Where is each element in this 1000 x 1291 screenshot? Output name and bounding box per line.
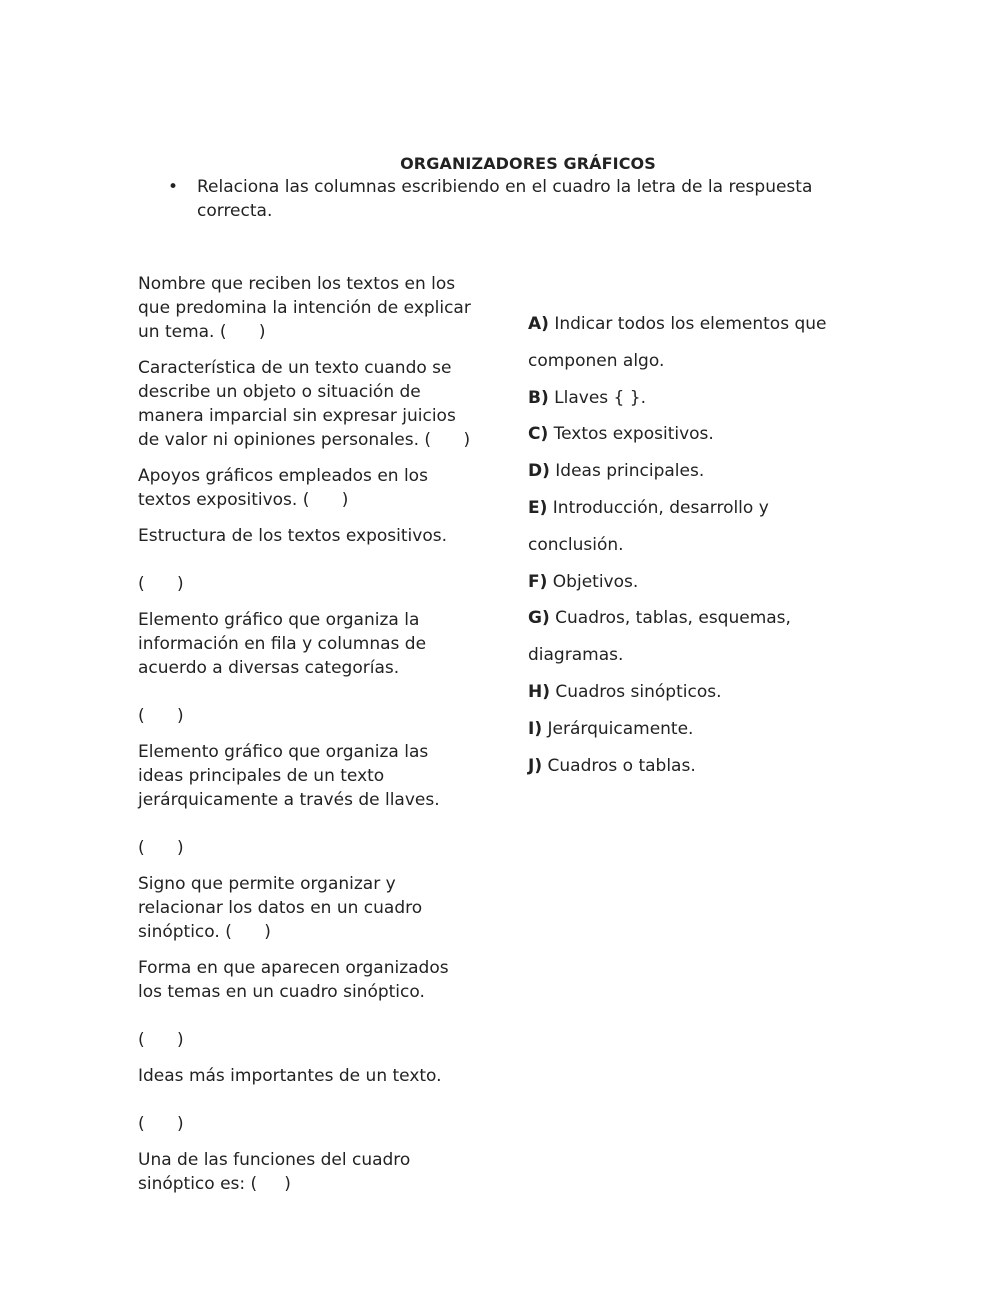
question-text: Ideas más importantes de un texto. bbox=[138, 1066, 442, 1086]
option-f bbox=[528, 564, 828, 601]
option-text: Cuadros, tablas, esquemas, diagramas. bbox=[528, 608, 791, 666]
question-text: Estructura de los textos expositivos. bbox=[138, 526, 447, 546]
option-d bbox=[528, 453, 828, 490]
question-text: Característica de un texto cuando se describe un objeto o situación de manera imparcial sin expresar juicios de valor ni opiniones personales. bbox=[138, 358, 456, 450]
question-text: Una de las funciones del cuadro sinóptico es: bbox=[138, 1150, 411, 1194]
answer-blank[interactable]: ( ) bbox=[138, 1114, 184, 1134]
instruction-text: Relaciona las columnas escribiendo en el cuadro la letra de la respuesta correcta. bbox=[197, 177, 813, 221]
answer-blank[interactable]: ( ) bbox=[138, 1030, 184, 1050]
option-text: Cuadros o tablas. bbox=[547, 755, 696, 776]
option-letter: B) bbox=[528, 387, 549, 408]
option-g bbox=[528, 600, 828, 674]
option-letter: J) bbox=[528, 755, 543, 776]
answer-blank[interactable]: ( ) bbox=[419, 430, 471, 450]
option-text: Jerárquicamente. bbox=[547, 718, 694, 739]
answer-blank[interactable]: ( ) bbox=[219, 922, 271, 942]
option-i bbox=[528, 711, 828, 748]
option-letter: C) bbox=[528, 424, 549, 445]
option-c bbox=[528, 416, 828, 453]
option-letter: H) bbox=[528, 681, 550, 702]
question-4 bbox=[138, 524, 473, 596]
option-letter: A) bbox=[528, 314, 549, 334]
option-text: Ideas principales. bbox=[555, 461, 705, 482]
option-text: Introducción, desarrollo y conclusión. bbox=[528, 497, 769, 555]
question-6 bbox=[138, 740, 473, 860]
answer-blank[interactable]: ( ) bbox=[138, 574, 184, 594]
option-text: Textos expositivos. bbox=[553, 424, 714, 445]
questions-column bbox=[138, 272, 473, 1208]
option-text: Indicar todos los elementos que componen algo. bbox=[528, 314, 827, 371]
bullet-icon: • bbox=[168, 177, 179, 197]
question-text: Nombre que reciben los textos en los que predomina la intención de explicar un tema. bbox=[138, 274, 471, 342]
option-j bbox=[528, 748, 828, 785]
option-e bbox=[528, 490, 828, 564]
question-text: Elemento gráfico que organiza las ideas principales de un texto jerárquicamente a través de llaves. bbox=[138, 742, 440, 810]
question-2 bbox=[138, 356, 473, 452]
option-b bbox=[528, 380, 828, 417]
answer-blank[interactable]: ( ) bbox=[245, 1174, 291, 1194]
question-3 bbox=[138, 464, 473, 512]
question-1 bbox=[138, 272, 473, 344]
question-7 bbox=[138, 872, 473, 944]
answer-blank[interactable]: ( ) bbox=[138, 838, 184, 858]
option-letter: F) bbox=[528, 571, 548, 592]
option-letter: E) bbox=[528, 497, 548, 518]
question-10 bbox=[138, 1148, 473, 1196]
option-letter: I) bbox=[528, 718, 543, 739]
answer-blank[interactable]: ( ) bbox=[138, 706, 184, 726]
question-text: Forma en que aparecen organizados los temas en un cuadro sinóptico. bbox=[138, 958, 449, 1002]
option-text: Objetivos. bbox=[552, 571, 639, 592]
question-text: Apoyos gráficos empleados en los textos expositivos. bbox=[138, 466, 428, 510]
option-a bbox=[528, 306, 828, 380]
answer-blank[interactable]: ( ) bbox=[214, 322, 266, 342]
option-letter: D) bbox=[528, 461, 550, 482]
answer-blank[interactable]: ( ) bbox=[297, 490, 349, 510]
option-text: Cuadros sinópticos. bbox=[555, 681, 722, 702]
option-text: Llaves { }. bbox=[554, 387, 646, 408]
question-8 bbox=[138, 956, 473, 1052]
options-column bbox=[528, 306, 828, 784]
option-h bbox=[528, 674, 828, 711]
question-text: Elemento gráfico que organiza la información en fila y columnas de acuerdo a diversas categorías. bbox=[138, 610, 427, 678]
instruction bbox=[168, 175, 848, 223]
question-5 bbox=[138, 608, 473, 728]
question-9 bbox=[138, 1064, 473, 1136]
option-letter: G) bbox=[528, 608, 550, 629]
question-text: Signo que permite organizar y relacionar los datos en un cuadro sinóptico. bbox=[138, 874, 423, 942]
page-title: ORGANIZADORES GRÁFICOS bbox=[400, 154, 656, 173]
